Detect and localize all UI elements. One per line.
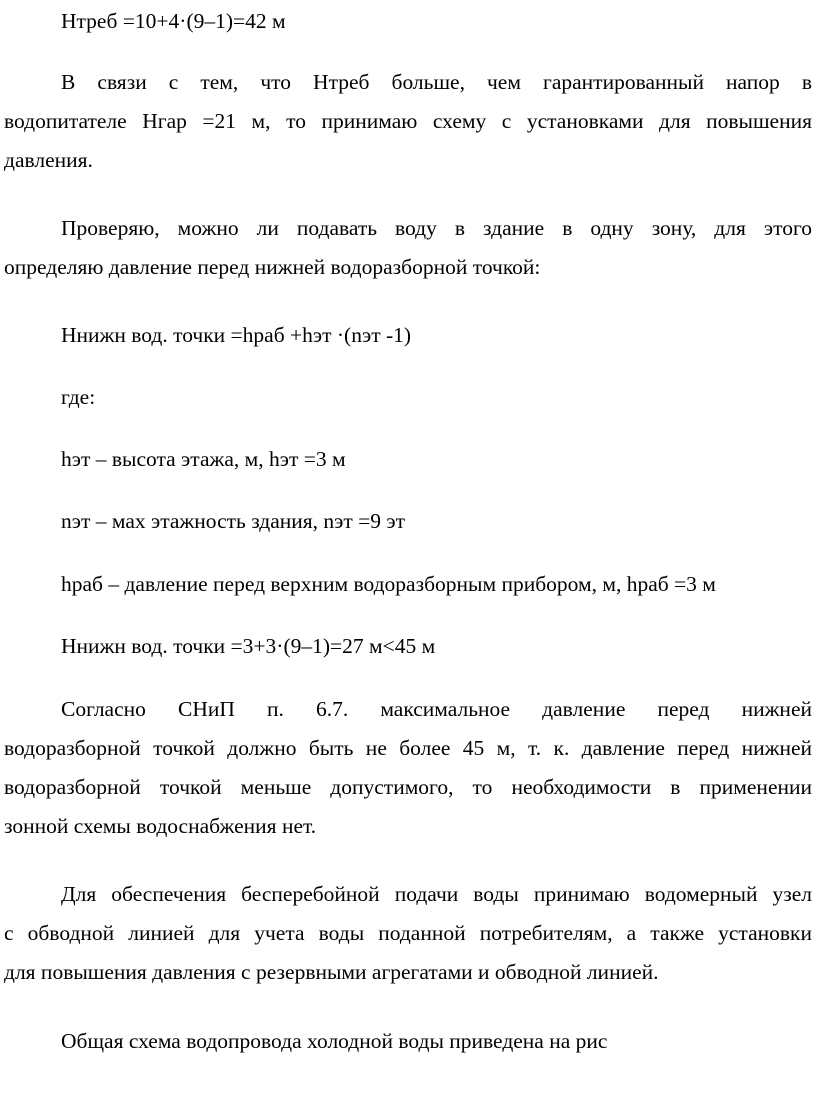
paragraph-1-line-3: давления.: [4, 148, 93, 172]
paragraph-3-line-4: зонной схемы водоснабжения нет.: [4, 814, 317, 838]
definition-floor-height: hэт – высота этажа, м, hэт =3 м: [61, 447, 346, 471]
paragraph-4-line-2: с обводной линией для учета воды поданной потребителям, а также установки: [4, 921, 812, 945]
paragraph-2-line-1: Проверяю, можно ли подавать воду в здание в одну зону, для этого: [61, 216, 812, 240]
paragraph-2-line-2: определяю давление перед нижней водоразборной точкой:: [4, 255, 541, 279]
where-label: где:: [61, 385, 96, 409]
paragraph-4-line-1: Для обеспечения бесперебойной подачи воды принимаю водомерный узел: [61, 882, 812, 906]
paragraph-3-line-3: водоразборной точкой меньше допустимого, то необходимости в применении: [4, 775, 812, 799]
formula-lower-point: Hнижн вод. точки =hраб +hэт ·(nэт -1): [61, 323, 412, 347]
paragraph-1-line-1: В связи с тем, что Hтреб больше, чем гарантированный напор в: [61, 70, 812, 94]
paragraph-1-line-2: водопитателе Hгар =21 м, то принимаю схему с установками для повышения: [4, 109, 812, 133]
paragraph-4-line-3: для повышения давления с резервными агрегатами и обводной линией.: [4, 960, 659, 984]
definition-floor-count: nэт – мах этажность здания, nэт =9 эт: [61, 509, 406, 533]
closing-sentence: Общая схема водопровода холодной воды приведена на рис: [61, 1029, 608, 1053]
formula-lower-point-calc: Hнижн вод. точки =3+3·(9–1)=27 м<45 м: [61, 634, 436, 658]
formula-required-head: Hтреб =10+4·(9–1)=42 м: [61, 9, 286, 33]
definition-working-pressure: hраб – давление перед верхним водоразборным прибором, м, hраб =3 м: [61, 572, 716, 596]
paragraph-3-line-1: Согласно СНиП п. 6.7. максимальное давление перед нижней: [61, 697, 812, 721]
paragraph-3-line-2: водоразборной точкой должно быть не более 45 м, т. к. давление перед нижней: [4, 736, 812, 760]
